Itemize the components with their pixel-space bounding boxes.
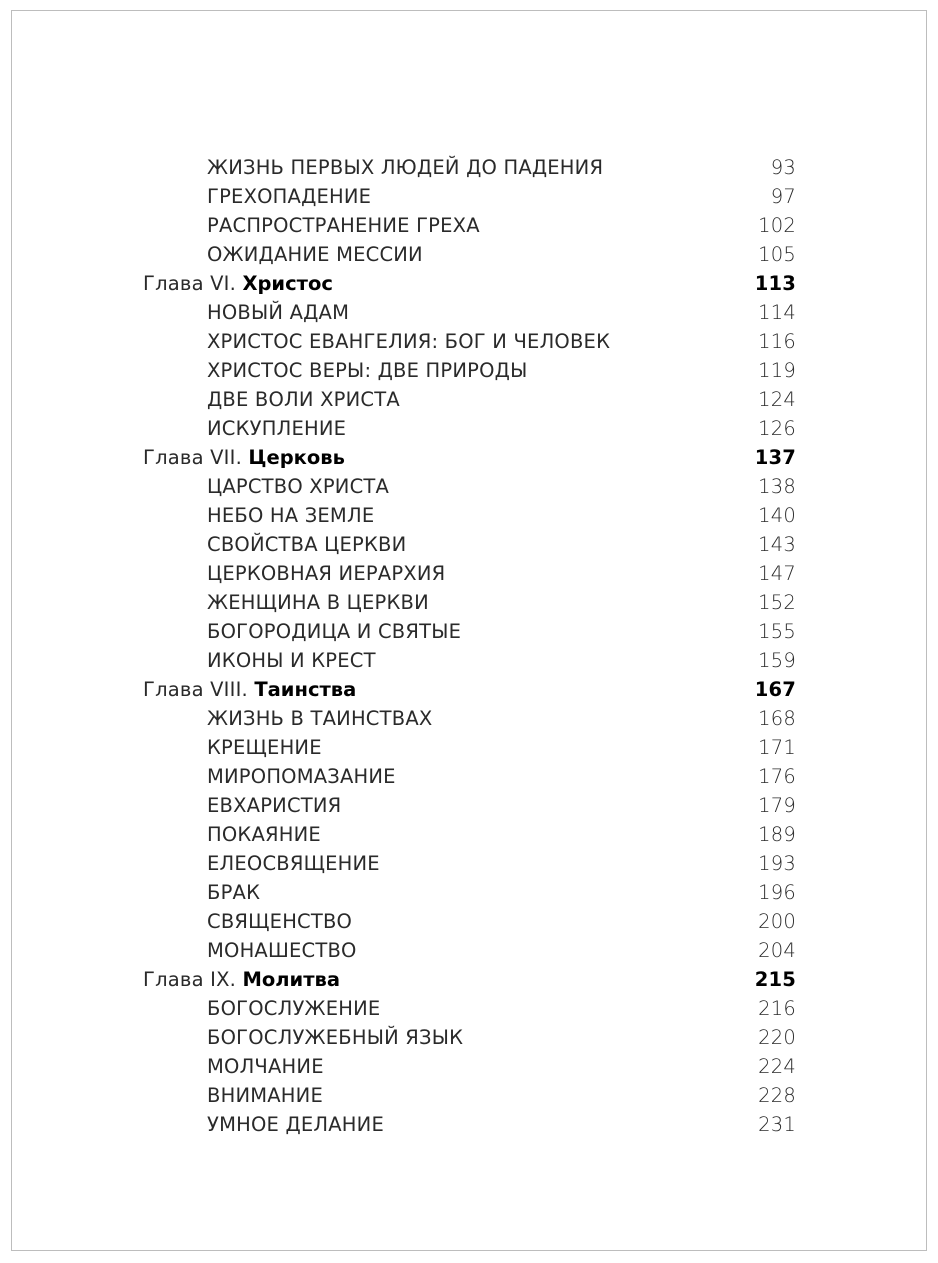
toc-section-title: БОГОРОДИЦА И СВЯТЫЕ	[207, 620, 462, 643]
toc-section-row	[0, 182, 938, 211]
toc-chapter-name: Церковь	[248, 446, 345, 469]
toc-section-row	[0, 849, 938, 878]
toc-page-number: 189	[758, 823, 796, 846]
toc-section-title: ЖИЗНЬ ПЕРВЫХ ЛЮДЕЙ ДО ПАДЕНИЯ	[207, 156, 604, 179]
toc-page-number: 147	[758, 562, 796, 585]
toc-section-row	[0, 501, 938, 530]
toc-section-row	[0, 211, 938, 240]
toc-chapter-name: Таинства	[254, 678, 357, 701]
toc-page-number: 140	[758, 504, 796, 527]
toc-section-title: НОВЫЙ АДАМ	[207, 301, 350, 324]
toc-chapter-page-number: 167	[754, 678, 796, 701]
toc-section-row	[0, 646, 938, 675]
table-of-contents	[0, 153, 938, 1139]
toc-section-row	[0, 472, 938, 501]
toc-page-number: 124	[758, 388, 796, 411]
toc-section-title: ЕЛЕОСВЯЩЕНИЕ	[207, 852, 380, 875]
toc-section-title: СВОЙСТВА ЦЕРКВИ	[207, 533, 407, 556]
toc-section-row	[0, 907, 938, 936]
toc-page-number: 168	[758, 707, 796, 730]
toc-chapter-heading	[143, 443, 345, 472]
toc-chapter-heading	[143, 965, 340, 994]
toc-section-row	[0, 762, 938, 791]
toc-section-row	[0, 327, 938, 356]
toc-chapter-row	[0, 675, 938, 704]
toc-page-number: 216	[758, 997, 796, 1020]
toc-chapter-label: Глава IX.	[143, 968, 243, 991]
toc-chapter-page-number: 113	[754, 272, 796, 295]
toc-section-title: МОНАШЕСТВО	[207, 939, 357, 962]
toc-page-number: 159	[758, 649, 796, 672]
toc-page-number: 231	[758, 1113, 796, 1136]
toc-section-title: РАСПРОСТРАНЕНИЕ ГРЕХА	[207, 214, 480, 237]
toc-chapter-heading	[143, 675, 356, 704]
toc-page-number: 220	[758, 1026, 796, 1049]
toc-section-row	[0, 559, 938, 588]
toc-page-number: 97	[770, 185, 796, 208]
toc-section-row	[0, 530, 938, 559]
toc-page-number: 204	[758, 939, 796, 962]
toc-page-number: 119	[758, 359, 796, 382]
toc-section-row	[0, 733, 938, 762]
toc-section-title: ЖЕНЩИНА В ЦЕРКВИ	[207, 591, 429, 614]
toc-section-row	[0, 385, 938, 414]
toc-chapter-name: Христос	[242, 272, 333, 295]
toc-section-row	[0, 617, 938, 646]
toc-chapter-page-number: 137	[754, 446, 796, 469]
toc-section-title: ПОКАЯНИЕ	[207, 823, 321, 846]
toc-section-title: ИКОНЫ И КРЕСТ	[207, 649, 376, 672]
toc-section-title: ВНИМАНИЕ	[207, 1084, 323, 1107]
toc-chapter-row	[0, 443, 938, 472]
toc-page-number: 228	[758, 1084, 796, 1107]
toc-section-title: БОГОСЛУЖЕБНЫЙ ЯЗЫК	[207, 1026, 464, 1049]
toc-page-number: 224	[758, 1055, 796, 1078]
toc-section-title: ЕВХАРИСТИЯ	[207, 794, 342, 817]
toc-section-row	[0, 153, 938, 182]
toc-chapter-row	[0, 965, 938, 994]
toc-page-number: 193	[758, 852, 796, 875]
toc-section-row	[0, 878, 938, 907]
toc-page-number: 200	[758, 910, 796, 933]
toc-section-row	[0, 791, 938, 820]
toc-page-number: 93	[770, 156, 796, 179]
toc-section-row	[0, 994, 938, 1023]
toc-page-number: 105	[758, 243, 796, 266]
toc-section-row	[0, 298, 938, 327]
toc-chapter-page-number: 215	[754, 968, 796, 991]
toc-section-title: КРЕЩЕНИЕ	[207, 736, 322, 759]
toc-section-title: ЦЕРКОВНАЯ ИЕРАРХИЯ	[207, 562, 446, 585]
toc-page-number: 155	[758, 620, 796, 643]
toc-section-title: ИСКУПЛЕНИЕ	[207, 417, 347, 440]
toc-page-number: 138	[758, 475, 796, 498]
toc-section-row	[0, 1110, 938, 1139]
toc-section-title: МИРОПОМАЗАНИЕ	[207, 765, 396, 788]
toc-section-row	[0, 1052, 938, 1081]
toc-section-row	[0, 936, 938, 965]
toc-chapter-heading	[143, 269, 333, 298]
toc-section-row	[0, 356, 938, 385]
toc-chapter-label: Глава VII.	[143, 446, 249, 469]
toc-section-row	[0, 1023, 938, 1052]
toc-page-number: 116	[758, 330, 796, 353]
toc-page-number: 179	[758, 794, 796, 817]
toc-section-row	[0, 1081, 938, 1110]
toc-section-title: ХРИСТОС ВЕРЫ: ДВЕ ПРИРОДЫ	[207, 359, 528, 382]
toc-chapter-row	[0, 269, 938, 298]
toc-chapter-name: Молитва	[242, 968, 341, 991]
toc-section-title: БОГОСЛУЖЕНИЕ	[207, 997, 381, 1020]
toc-chapter-label: Глава VI.	[143, 272, 243, 295]
toc-page-number: 171	[758, 736, 796, 759]
toc-page-number: 126	[758, 417, 796, 440]
toc-section-title: СВЯЩЕНСТВО	[207, 910, 353, 933]
toc-section-row	[0, 414, 938, 443]
toc-section-title: ХРИСТОС ЕВАНГЕЛИЯ: БОГ И ЧЕЛОВЕК	[207, 330, 611, 353]
toc-section-title: НЕБО НА ЗЕМЛЕ	[207, 504, 375, 527]
toc-page-number: 152	[758, 591, 796, 614]
toc-section-title: МОЛЧАНИЕ	[207, 1055, 324, 1078]
toc-page-number: 114	[758, 301, 796, 324]
toc-section-title: УМНОЕ ДЕЛАНИЕ	[207, 1113, 384, 1136]
toc-section-row	[0, 588, 938, 617]
toc-section-row	[0, 240, 938, 269]
toc-page-number: 102	[758, 214, 796, 237]
toc-section-row	[0, 820, 938, 849]
toc-section-row	[0, 704, 938, 733]
toc-page-number: 176	[758, 765, 796, 788]
toc-page-number: 143	[758, 533, 796, 556]
toc-section-title: ДВЕ ВОЛИ ХРИСТА	[207, 388, 400, 411]
toc-section-title: ЦАРСТВО ХРИСТА	[207, 475, 390, 498]
toc-chapter-label: Глава VIII.	[143, 678, 255, 701]
toc-section-title: ГРЕХОПАДЕНИЕ	[207, 185, 372, 208]
toc-page-number: 196	[758, 881, 796, 904]
toc-section-title: ОЖИДАНИЕ МЕССИИ	[207, 243, 423, 266]
toc-section-title: БРАК	[207, 881, 261, 904]
toc-section-title: ЖИЗНЬ В ТАИНСТВАХ	[207, 707, 433, 730]
